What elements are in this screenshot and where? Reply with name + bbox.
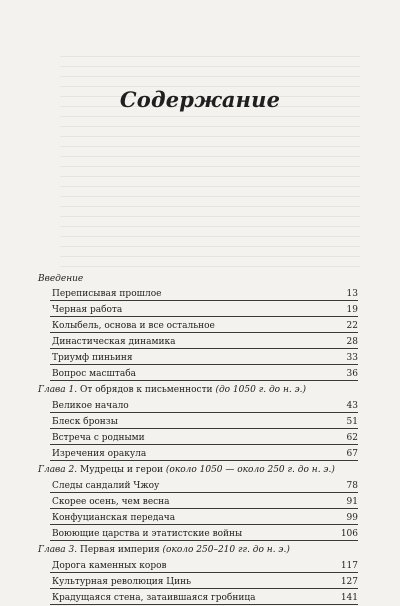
entry-page: 127 bbox=[340, 577, 358, 587]
toc-entry bbox=[50, 590, 358, 606]
entry-title: Культурная революция Цинь bbox=[52, 577, 192, 587]
entry-page: 91 bbox=[346, 497, 358, 507]
chapter-title: От обрядов к письменности bbox=[79, 385, 213, 395]
toc-entry bbox=[50, 558, 358, 574]
entry-title: Следы сандалий Чжоу bbox=[52, 481, 160, 491]
chapter-dates: (около 250–210 гг. до н. э.) bbox=[162, 545, 290, 555]
entry-page: 13 bbox=[346, 289, 358, 299]
entry-title: Колыбель, основа и все остальное bbox=[52, 321, 215, 331]
toc-entry bbox=[50, 350, 358, 366]
entry-page: 33 bbox=[346, 353, 358, 363]
entry-title: Династическая динамика bbox=[52, 337, 176, 347]
entry-title: Переписывая прошлое bbox=[52, 289, 162, 299]
toc-entry bbox=[50, 286, 358, 302]
toc-entry bbox=[50, 366, 358, 382]
entry-page: 62 bbox=[346, 433, 358, 443]
entry-title: Великое начало bbox=[52, 401, 129, 411]
entry-page: 117 bbox=[340, 561, 358, 571]
toc-entry bbox=[50, 478, 358, 494]
toc-entry bbox=[50, 574, 358, 590]
toc-entry bbox=[50, 334, 358, 350]
entry-page: 43 bbox=[346, 401, 358, 411]
chapter-dates: (около 1050 — около 250 г. до н. э.) bbox=[165, 465, 335, 475]
entry-title: Дорога каменных коров bbox=[52, 561, 167, 571]
toc-entry bbox=[50, 446, 358, 462]
entry-page: 78 bbox=[346, 481, 358, 491]
chapter-dates: (до 1050 г. до н. э.) bbox=[215, 385, 307, 395]
chapter-title: Мудрецы и герои bbox=[79, 465, 164, 475]
chapter-2-heading bbox=[38, 462, 358, 478]
chapter-number: Глава 1. bbox=[38, 385, 78, 395]
entry-title: Скорее осень, чем весна bbox=[52, 497, 170, 507]
entry-title: Триумф пиньиня bbox=[52, 353, 133, 363]
entry-title: Конфуцианская передача bbox=[52, 513, 176, 523]
toc-entry bbox=[50, 414, 358, 430]
entry-title: Черная работа bbox=[52, 305, 123, 315]
entry-title: Блеск бронзы bbox=[52, 417, 118, 427]
chapter-3-heading bbox=[38, 542, 358, 558]
entry-page: 22 bbox=[346, 321, 358, 331]
chapter-title: Первая империя bbox=[79, 545, 160, 555]
chapter-1-heading bbox=[38, 382, 358, 398]
entry-page: 28 bbox=[346, 337, 358, 347]
toc-entry bbox=[50, 430, 358, 446]
entry-title: Изречения оракула bbox=[52, 449, 147, 459]
page-title: Содержание bbox=[119, 87, 281, 113]
entry-title: Вопрос масштаба bbox=[52, 369, 137, 379]
entry-page: 106 bbox=[340, 529, 358, 539]
entry-title: Встреча с родными bbox=[52, 433, 145, 443]
entry-page: 36 bbox=[346, 369, 358, 379]
toc-entry bbox=[50, 526, 358, 542]
entry-title: Воюющие царства и этатистские войны bbox=[52, 529, 243, 539]
entry-page: 51 bbox=[346, 417, 358, 427]
intro-heading: Введение bbox=[38, 274, 84, 284]
entry-page: 19 bbox=[346, 305, 358, 315]
toc-entry bbox=[50, 494, 358, 510]
chapter-number: Глава 2. bbox=[38, 465, 78, 475]
entry-page: 67 bbox=[346, 449, 358, 459]
table-of-contents bbox=[38, 272, 358, 606]
toc-entry bbox=[50, 510, 358, 526]
chapter-number: Глава 3. bbox=[38, 545, 78, 555]
toc-entry bbox=[50, 302, 358, 318]
entry-page: 141 bbox=[340, 593, 358, 603]
toc-entry bbox=[50, 398, 358, 414]
entry-title: Крадущаяся стена, затаившаяся гробница bbox=[52, 593, 256, 603]
toc-entry bbox=[50, 318, 358, 334]
entry-page: 99 bbox=[346, 513, 358, 523]
